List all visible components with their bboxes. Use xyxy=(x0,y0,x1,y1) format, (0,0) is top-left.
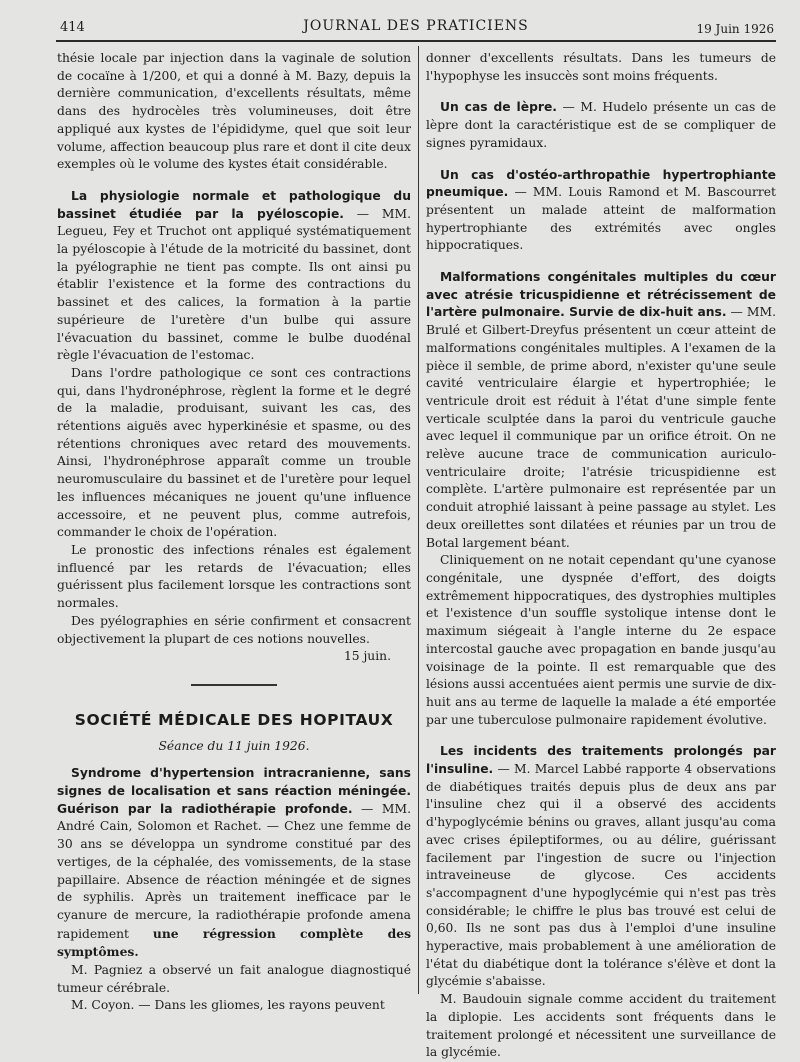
issue-date: 19 Juin 1926 xyxy=(696,22,774,36)
article-lepre xyxy=(426,99,776,152)
article-title: Syndrome d'hypertension intracranienne, sans signes de localisation et sans réaction méningée. Guérison par la radiothérapie profonde. xyxy=(57,766,411,816)
paragraph: M. Pagniez a observé un fait analogue diagnostiqué tumeur cérébrale. xyxy=(57,963,411,995)
article-text: — MM. Louis Ramond et M. Bascourret présentent un malade atteint de malformation hypertrophiante des extrémités avec ongles hippocratiques. xyxy=(426,185,776,253)
article-title: Malformations congénitales multiples du cœur avec atrésie tricuspidienne et rétrécissement de l'artère pulmonaire. Survie de dix-huit ans. xyxy=(426,270,776,320)
article-text: — MM. Brulé et Gilbert-Dreyfus présentent un cœur atteint de malformations congénitales multiples. A l'examen de la pièce il semble, de prime abord, n'exister qu'une seule cavité ventriculaire élargie et hypertrophiée; le ventricule droit est réduit à l'état d'une simple fente verticale sculptée dans la paroi du ventricule gauche avec lequel il communique par un orifice étroit. On ne relève aucune trace de communication auriculo-ventriculaire droite; l'atrésie tricuspidienne est complète. L'artère pulmonaire est représentée par un conduit atrophié laissant à peine passage au stylet. Les deux oreillettes sont dilatées et réunies par un trou de Botal largement béant. xyxy=(426,305,776,550)
paragraph: Dans l'ordre pathologique ce sont ces contractions qui, dans l'hydronéphrose, règlent la forme et le degré de la maladie, produisant, suivant les cas, des rétentions aiguës avec hyperkinésie et spasme, ou des rétentions chroniques avec retard des mouvements. Ainsi, l'hydronéphrose apparaît comme un trouble neuromusculaire du bassinet et de l'uretère pour lequel les influences mécaniques ne jouent qu'une influence accessoire, et ne peuvent plus, comme autrefois, commander le choix de l'opération. xyxy=(57,365,411,540)
article-text: — MM. Legueu, Fey et Truchot ont appliqué systématiquement la pyéloscopie à l'étude de la motricité du bassinet, dont la pyélographie ne tient pas compte. Ils ont ainsi pu établir l'existence et la forme des contractions du bassinet et des calices, la formation à la partie supérieure de l'uretère d'un bulbe qui assure l'évacuation du bassinet, comme le bulbe duodénal règle l'évacuation de l'estomac. xyxy=(57,206,411,363)
paragraph: donner d'excellents résultats. Dans les tumeurs de l'hypophyse les insuccès sont moins fréquents. xyxy=(426,51,776,83)
paragraph: Le pronostic des infections rénales est également influencé par les retards de l'évacuation; elles guérissent plus facilement lorsque les contractions sont normales. xyxy=(57,542,411,611)
header-rule xyxy=(56,40,776,42)
section-separator xyxy=(191,684,277,686)
article-emphasis: une régression complète des symptômes. xyxy=(57,925,411,960)
article-title: Les incidents des traitements prolongés par l'insuline. xyxy=(426,744,776,777)
paragraph: thésie locale par injection dans la vaginale de solution de cocaïne à 1/200, et qui a donné à M. Bazy, depuis la dernière communication, d'excellents résultats, même dans des hydrocèles très volumineuses, doit être appliqué aux kystes de l'épididyme, quel que soit leur volume, affection beaucoup plus rare et dont il cite deux exemples où le volume des kystes était considérable. xyxy=(57,51,411,172)
article-osteo xyxy=(426,167,776,256)
article-syndrome xyxy=(57,765,411,962)
journal-title: JOURNAL DES PRATICIENS xyxy=(303,18,529,34)
column-divider xyxy=(418,46,419,994)
article-title: La physiologie normale et pathologique du bassinet étudiée par la pyéloscopie. xyxy=(57,188,411,221)
page-header xyxy=(58,14,774,36)
seance-date: Séance du 11 juin 1926. xyxy=(158,738,310,753)
article-text: — M. Hudelo présente un cas de lèpre dont la caractéristique est de se compliquer de signes pyramidaux. xyxy=(426,100,776,150)
page-number: 414 xyxy=(60,20,85,35)
paragraph: Cliniquement on ne notait cependant qu'une cyanose congénitale, une dyspnée d'effort, des doigts extrêmement hippocratiques, des dystrophies multiples et l'existence d'un souffle systolique intense dont le maximum siégeait à l'angle interne du 2e espace intercostal gauche avec propagation en bande jusqu'au voisinage de la pointe. Il est remarquable que des lésions aussi accentuées aient permis une survie de dix-huit ans au terme de laquelle la malade a été emportée par une tuberculose pulmonaire rapidement évolutive. xyxy=(426,553,776,727)
article-physiologie xyxy=(57,188,411,365)
article-malformations xyxy=(426,269,776,552)
article-text: — M. Marcel Labbé rapporte 4 observations de diabétiques traités depuis plus de deux ans par l'insuline chez qui il a observé des accidents d'hypoglycémie bénins ou graves, allant jusqu'au coma avec crises épileptiformes, ou au délire, guérissant facilement par l'ingestion de sucre ou l'injection intraveineuse de glycose. Ces accidents s'accompagnent d'une hypoglycémie qui n'est pas très considérable; le chiffre le plus bas trouvé est celui de 0,60. Ils ne sont pas dus à l'emploi d'une insuline hyperactive, mais probablement à une amélioration de l'état du diabétique dont la tolérance s'élève et dont la glycémie s'abaisse. xyxy=(426,762,776,989)
date-signature: 15 juin. xyxy=(343,649,391,664)
right-column xyxy=(426,50,776,1062)
article-insuline xyxy=(426,743,776,991)
section-title: SOCIÉTÉ MÉDICALE DES HOPITAUX xyxy=(74,710,394,729)
article-text: signale comme accident du traitement la diplopie. Les accidents sont fréquents dans le traitement prolongé et nécessitent une surveillance de la glycémie. xyxy=(426,992,776,1060)
article-title: Un cas de lèpre. xyxy=(440,100,557,115)
paragraph: M. Coyon. — Dans les gliomes, les rayons peuvent xyxy=(71,998,385,1013)
paragraph: Des pyélographies en série confirment et consacrent objectivement la plupart de ces notions nouvelles. xyxy=(57,613,411,646)
article-text: — MM. André Cain, Solomon et Rachet. — Chez une femme de 30 ans se développa un syndrome constitué par des vertiges, de la céphalée, des vomissements, de la stase papillaire. Absence de réaction méningée et de signes de syphilis. Après un traitement inefficace par le cyanure de mercure, la radiothérapie profonde amena rapidement xyxy=(57,801,411,941)
article-baudouin xyxy=(426,991,776,1062)
author-name: M. Baudouin xyxy=(440,992,522,1007)
left-column xyxy=(57,50,411,1015)
article-title: Un cas d'ostéo-arthropathie hypertrophiante pneumique. xyxy=(426,167,776,200)
